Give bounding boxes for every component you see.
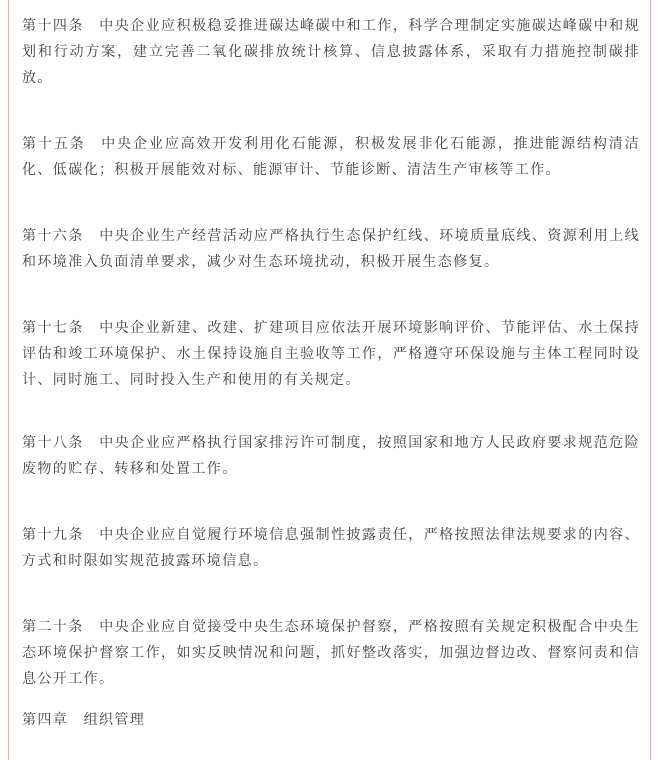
article-18 <box>22 430 640 482</box>
article-18-text: 第十八条 中央企业应严格执行国家排污许可制度，按照国家和地方人民政府要求规范危险废物的贮存、转移和处置工作。 <box>22 435 640 477</box>
article-14-text: 第十四条 中央企业应积极稳妥推进碳达峰碳中和工作，科学合理制定实施碳达峰碳中和规划和行动方案，建立完善二氧化碳排放统计核算、信息披露体系，采取有力措施控制碳排放。 <box>22 18 640 86</box>
article-14 <box>22 13 640 91</box>
article-19-text: 第十九条 中央企业应自觉履行环境信息强制性披露责任，严格按照法律法规要求的内容、方式和时限如实规范披露环境信息。 <box>22 527 640 569</box>
chapter-heading-text: 第四章 组织管理 <box>22 712 146 728</box>
article-16-text: 第十六条 中央企业生产经营活动应严格执行生态保护红线、环境质量底线、资源利用上线和环境准入负面清单要求，减少对生态环境扰动，积极开展生态修复。 <box>22 228 640 270</box>
chapter-4-heading <box>22 707 640 733</box>
article-20-text: 第二十条 中央企业应自觉接受中央生态环境保护督察，严格按照有关规定积极配合中央生态环境保护督察工作，如实反映情况和问题，抓好整改落实，加强边督边改、督察问责和信息公开工作。 <box>22 619 640 687</box>
article-15-text: 第十五条 中央企业应高效开发利用化石能源，积极发展非化石能源，推进能源结构清洁化、低碳化；积极开展能效对标、能源审计、节能诊断、清洁生产审核等工作。 <box>22 136 640 178</box>
article-19 <box>22 522 640 574</box>
article-17-text: 第十七条 中央企业新建、改建、扩建项目应依法开展环境影响评价、节能评估、水土保持评估和竣工环境保护、水土保持设施自主验收等工作，严格遵守环保设施与主体工程同时设计、同时施工、同时投入生产和使用的有关规定。 <box>22 320 640 388</box>
article-20 <box>22 614 640 692</box>
article-15 <box>22 131 640 183</box>
article-16 <box>22 223 640 275</box>
article-17 <box>22 315 640 393</box>
